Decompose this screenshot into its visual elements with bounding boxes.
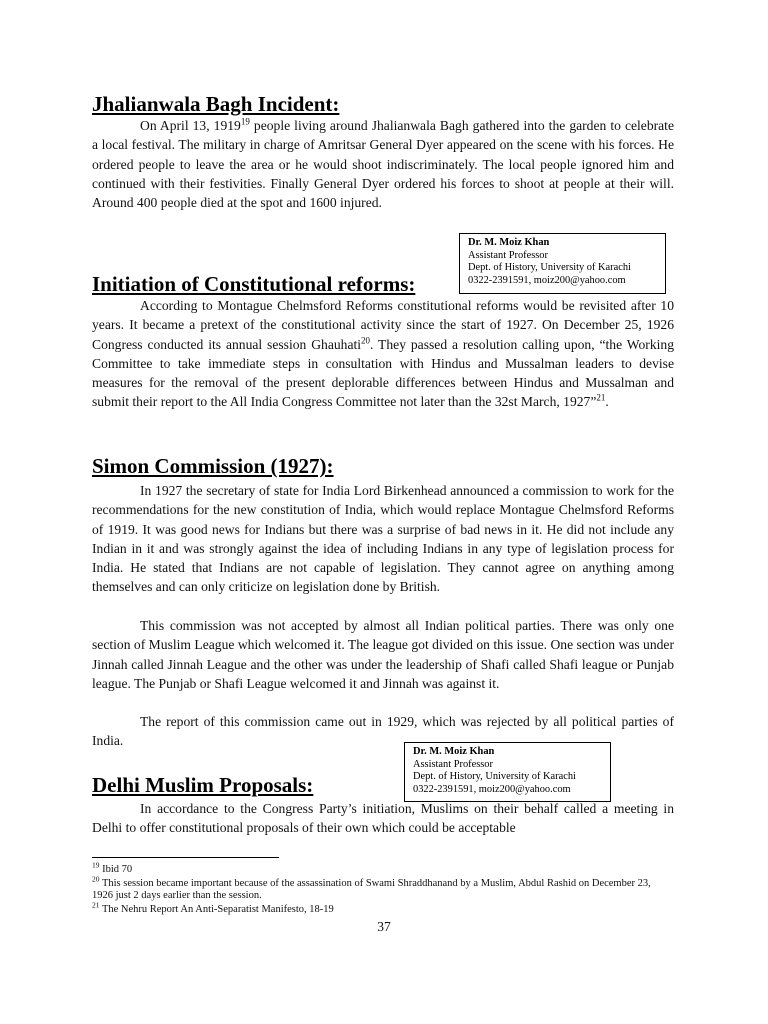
stamp-dept: Dept. of History, University of Karachi [413,771,576,782]
footnote-divider [92,857,279,858]
stamp-dept: Dept. of History, University of Karachi [468,262,631,273]
paragraph-jhalianwala: On April 13, 1919$^{19}$ people living around Jhalianwala Bagh gathered into the garden to celebrate a local festival. The military in charge of Amritsar General Dyer appeared on the scene with his forces. He ordered people to leave the area or he would shoot indiscriminately. The local people ignored him and continued with their festivities. Finally General Dyer ordered his forces to shoot at people at their will. Around 400 people died at the spot and 1600 injured. [92,116,674,211]
paragraph-constitutional-reforms: According to Montague Chelmsford Reforms constitutional reforms would be revisited after 10 years. It became a pretext of the constitutional activity since the start of 1927. On December 25, 1926 Congress conducted its annual session Ghauhati$^{20}$. They passed a resolution calling upon, “the Working Committee to take immediate steps in consultation with Hindus and Mussalman leaders to devise measures for the removal of the present deplorable differences between Hindus and Mussalman and submit their report to the All India Congress Committee not later than the 32st March, 1927”$^{21}$. [92,298,674,410]
footnote-ref-19[interactable]: 19 [240,116,250,127]
section-heading-simon-commission: Simon Commission (1927): [92,454,334,478]
section-heading-constitutional-reforms: Initiation of Constitutional reforms: [92,272,416,296]
paragraph-simon-2: This commission was not accepted by almost all Indian political parties. There was only one section of Muslim League which welcomed it. The league got divided on this issue. One section was under Jinnah called Jinnah League and the other was under the leadership of Shafi called Shafi league or Punjab league. The Punjab or Shafi League welcomed it and Jinnah was against it. [92,618,674,691]
section-heading-delhi-proposals: Delhi Muslim Proposals: [92,773,314,797]
footnote-ref-20[interactable]: 20 [361,335,371,346]
page-number: 37 [377,919,391,934]
author-stamp [404,742,611,802]
stamp-name: Dr. M. Moiz Khan [413,746,495,757]
footnotes [92,860,652,917]
paragraph-simon-1: In 1927 the secretary of state for India Lord Birkenhead announced a commission to work for the recommendations for the new constitution of India, which would replace Montague Chelmsford Reforms of 1919. It was good news for Indians but there was a surprise of bad news in it. He did not include any Indian in it and was strongly against the idea of including Indians in any type of legislation process for India. He stated that Indians are not capable of legislation. They cannot agree on anything among themselves and can only criticize on legislation done by British. [92,483,674,595]
stamp-title: Assistant Professor [413,758,493,770]
paragraph-delhi-proposals: In accordance to the Congress Party’s initiation, Muslims on their behalf called a meeting in Delhi to offer constitutional proposals of their own which could be acceptable [92,801,674,836]
footnote-19: $^{19}$ Ibid 70 [92,860,133,875]
stamp-contact: 0322-2391591, moiz200@yahoo.com [413,783,571,795]
stamp-contact: 0322-2391591, moiz200@yahoo.com [468,274,626,286]
stamp-title: Assistant Professor [468,249,548,261]
footnote-21: $^{21}$ The Nehru Report An Anti-Separatist Manifesto, 18-19 [92,900,334,915]
footnote-ref-21[interactable]: 21 [596,392,606,403]
stamp-name: Dr. M. Moiz Khan [468,237,550,248]
footnote-20: $^{20}$ This session became important because of the assassination of Swami Shraddhanand by a Muslim, Abdul Rashid on December 23, 1926 just 2 days earlier than the session. [92,874,651,902]
section-heading-jhalianwala: Jhalianwala Bagh Incident: [92,92,340,116]
paragraph-simon-3: The report of this commission came out in 1929, which was rejected by all political parties of India. [92,714,674,749]
author-stamp [459,233,666,294]
